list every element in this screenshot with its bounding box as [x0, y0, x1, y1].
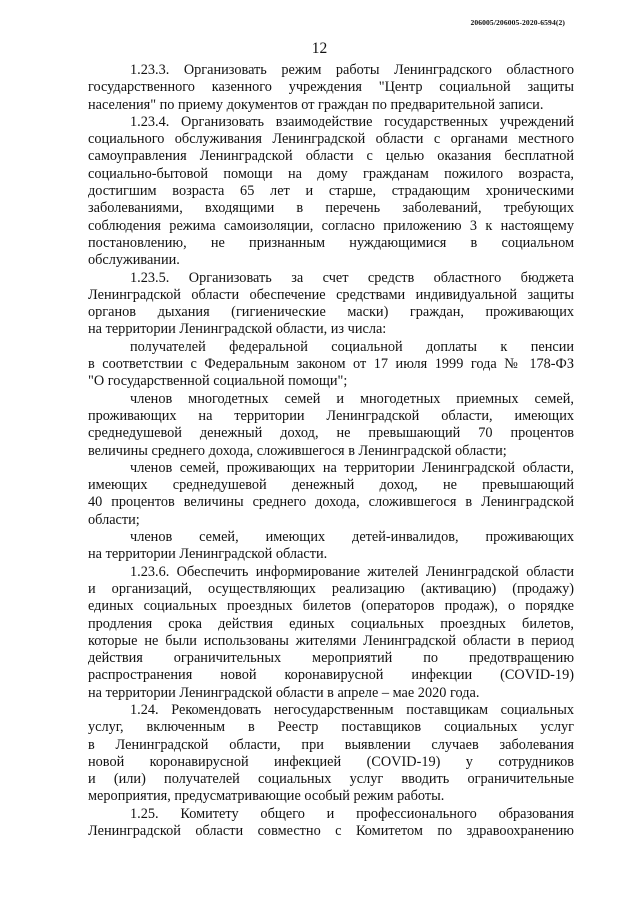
text-line: которые не были использованы жителями Ленинградской области в период — [88, 632, 574, 649]
text-line: 40 процентов величины среднего дохода, сложившегося в Ленинградской — [88, 494, 574, 511]
text-line: мероприятия, предусматривающие особый режим работы. — [88, 788, 445, 805]
text-line: Ленинградской области совместно с Комитетом по здравоохранению — [88, 823, 574, 840]
text-line: членов семей, проживающих на территории Ленинградской области, — [130, 459, 574, 476]
text-line: членов многодетных семей и многодетных приемных семей, — [130, 390, 574, 407]
text-line: "О государственной социальной помощи"; — [88, 373, 348, 390]
text-line: 1.24. Рекомендовать негосударственным поставщикам социальных — [130, 701, 574, 718]
text-line: на территории Ленинградской области. — [88, 546, 328, 563]
text-line: действия ограничительных мероприятий по предотвращению — [88, 650, 574, 667]
text-line: имеющих среднедушевой денежный доход, не превышающий — [88, 477, 574, 494]
text-line: среднедушевой денежный доход, не превышающий 70 процентов — [88, 425, 574, 442]
text-line: заболеваниями, входящими в перечень заболеваний, требующих — [88, 200, 574, 217]
text-line: членов семей, имеющих детей-инвалидов, проживающих — [130, 529, 574, 546]
text-line: получателей федеральной социальной доплаты к пенсии — [130, 338, 574, 355]
text-line: в соответствии с Федеральным законом от 17 июля 1999 года № 178-ФЗ — [88, 356, 574, 373]
text-line: распространения новой коронавирусной инфекции (COVID-19) — [88, 667, 574, 684]
text-line: социального обслуживания Ленинградской области с органами местного — [88, 131, 574, 148]
text-line: Ленинградской области обеспечение средствами индивидуальной защиты — [88, 286, 574, 303]
text-line: государственного казенного учреждения "Центр социальной защиты — [88, 79, 574, 96]
text-line: продления срока действия единых социальных проездных билетов, — [88, 615, 574, 632]
text-line: обслуживании. — [88, 252, 180, 269]
text-line: новой коронавирусной инфекцией (COVID-19) у сотрудников — [88, 753, 574, 770]
text-line: области; — [88, 511, 140, 528]
text-line: социально-бытовой помощи на дому гражданам пожилого возраста, — [88, 165, 574, 182]
text-line: величины среднего дохода, сложившегося в Ленинградской области; — [88, 442, 507, 459]
text-line: органов дыхания (гигиенические маски) граждан, проживающих — [88, 304, 574, 321]
text-line: на территории Ленинградской области в апреле – мае 2020 года. — [88, 684, 480, 701]
text-line: 1.23.5. Организовать за счет средств областного бюджета — [130, 269, 574, 286]
text-line: самоуправления Ленинградской области с целью оказания бесплатной — [88, 148, 574, 165]
document-id: 206005/206005-2020-6594(2) — [470, 18, 565, 27]
text-line: соблюдения режима самоизоляции, согласно приложению 3 к настоящему — [88, 217, 574, 234]
text-line: достигшим возраста 65 лет и старше, страдающим хроническими — [88, 183, 574, 200]
text-line: 1.23.4. Организовать взаимодействие государственных учреждений — [130, 113, 574, 130]
text-line: 1.23.3. Организовать режим работы Ленинградского областного — [130, 62, 574, 78]
text-line: населения" по приему документов от граждан по предварительной записи. — [88, 96, 544, 113]
text-line: и (или) получателей социальных услуг вводить ограничительные — [88, 771, 574, 788]
text-line: и организаций, осуществляющих реализацию (активацию) (продажу) — [88, 580, 574, 597]
text-line: постановлению, не признанным нуждающимися в социальном — [88, 234, 574, 251]
text-line: единых социальных проездных билетов (операторов продаж), о порядке — [88, 598, 574, 615]
text-line: в Ленинградской области, при выявлении случаев заболевания — [88, 736, 574, 753]
page-number: 12 — [311, 40, 328, 57]
text-line: услуг, включенным в Реестр поставщиков социальных услуг — [88, 719, 574, 736]
text-line: 1.23.6. Обеспечить информирование жителей Ленинградской области — [130, 563, 574, 580]
document-body — [88, 62, 574, 840]
text-line: проживающих на территории Ленинградской области, имеющих — [88, 407, 574, 424]
text-line: 1.25. Комитету общего и профессионального образования — [130, 805, 574, 822]
text-line: на территории Ленинградской области, из числа: — [88, 321, 387, 338]
